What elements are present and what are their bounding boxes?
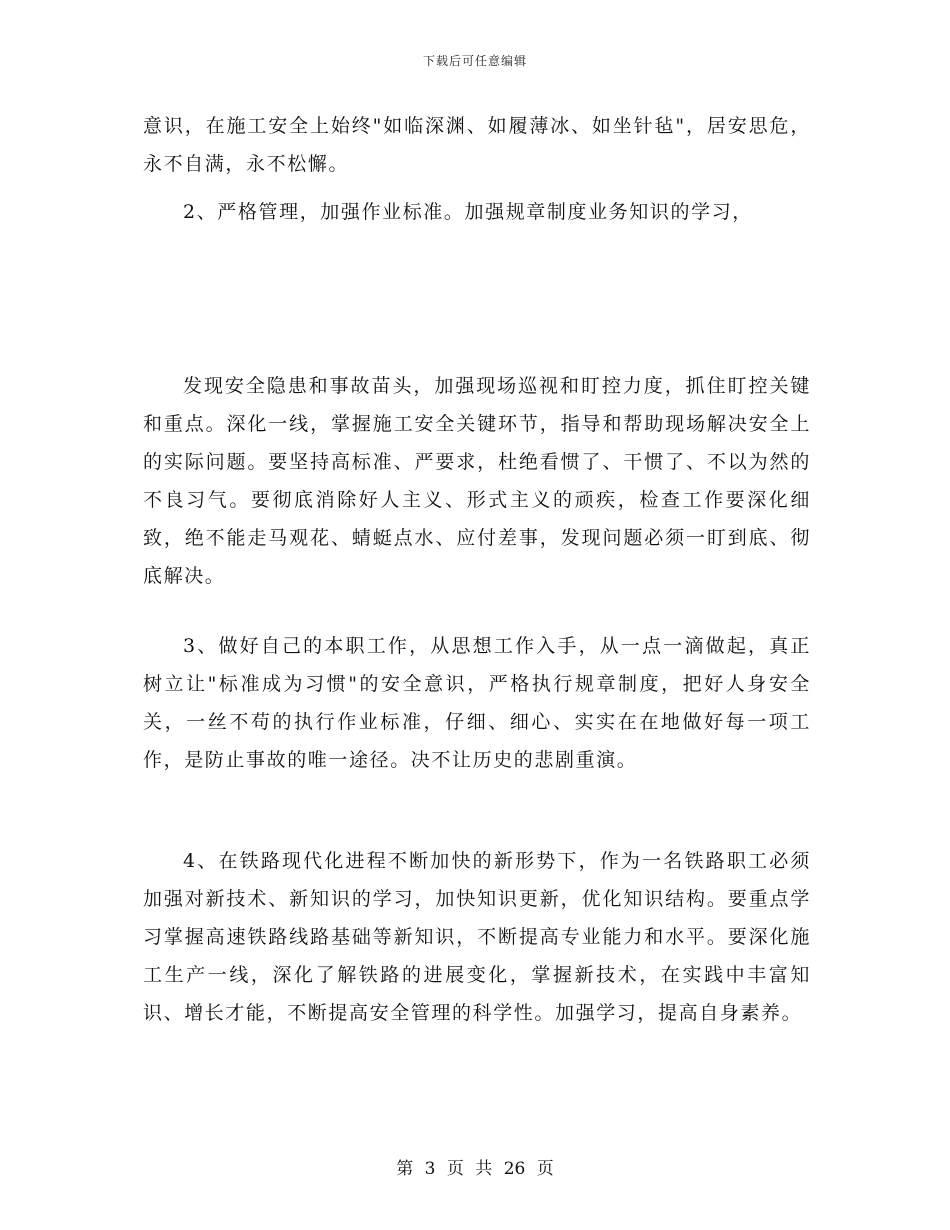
paragraph-continuation: 意识，在施工安全上始终"如临深渊、如履薄冰、如坐针毡"，居安思危，永不自满，永不松懈。 <box>143 115 811 175</box>
page-header: 下载后可任意编辑 <box>422 54 527 68</box>
paragraph-item-2 <box>143 193 811 231</box>
paragraph-item-3: 3、做好自己的本职工作，从思想工作入手，从一点一滴做起，真正树立让"标准成为习惯"的安全意识，严格执行规章制度，把好人身安全关，一丝不苟的执行作业标准，仔细、细心、实实在在地做好每一项工作，是防止事故的唯一途径。决不让历史的悲剧重演。 <box>143 635 811 771</box>
paragraph-item-2-text: 2、严格管理，加强作业标准。加强规章制度业务知识的学习， <box>183 201 753 223</box>
page-footer: 第 3 页 共 26 页 <box>396 1159 554 1179</box>
paragraph-item-2-continued: 发现安全隐患和事故苗头，加强现场巡视和盯控力度，抓住盯控关键和重点。深化一线，掌握施工安全关键环节，指导和帮助现场解决安全上的实际问题。要坚持高标准、严要求，杜绝看惯了、干惯了、不以为然的不良习气。要彻底消除好人主义、形式主义的顽疾，检查工作要深化细致，绝不能走马观花、蜻蜓点水、应付差事，发现问题必须一盯到底、彻底解决。 <box>143 375 811 587</box>
paragraph-item-4: 4、在铁路现代化进程不断加快的新形势下，作为一名铁路职工必须加强对新技术、新知识的学习，加快知识更新，优化知识结构。要重点学习掌握高速铁路线路基础等新知识，不断提高专业能力和水平。要深化施工生产一线，深化了解铁路的进展变化，掌握新技术，在实践中丰富知识、增长才能，不断提高安全管理的科学性。加强学习，提高自身素养。 <box>143 850 811 1024</box>
